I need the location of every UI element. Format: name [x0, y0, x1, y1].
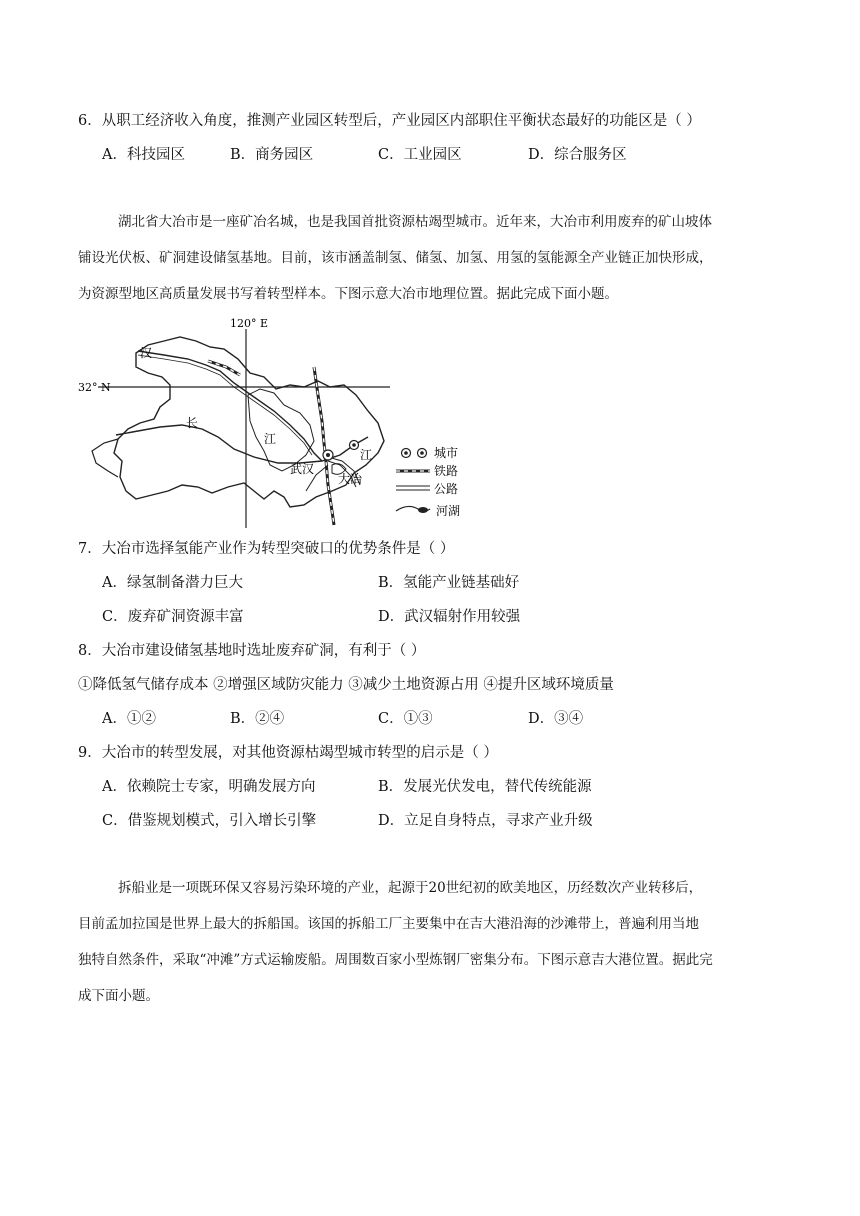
legend-highway-label: 公路: [434, 482, 459, 496]
question-6-stem: 6．从职工经济收入角度，推测产业园区转型后，产业园区内部职住平衡状态最好的功能区是（ ）: [78, 113, 701, 129]
label-jiang-west: 江: [264, 432, 277, 446]
label-han: 汉: [140, 346, 153, 360]
question-8-stem: 8．大冶市建设储氢基地时选址废弃矿洞，有利于（ ）: [78, 643, 426, 659]
railway-north-south: [314, 367, 334, 525]
q8-statements: ①降低氢气储存成本 ②增强区域防灾能力 ③减少土地资源占用 ④提升区域环境质量: [78, 677, 614, 693]
city-wuhan-marker: [323, 450, 333, 460]
intro1-line-2: 铺设光伏板、矿洞建设储氢基地。目前，该市涵盖制氢、储氢、加氢、用氢的氢能源全产业链正加快形成，: [78, 250, 713, 266]
question-9-stem: 9．大冶市的转型发展，对其他资源枯竭型城市转型的启示是（ ）: [78, 745, 498, 761]
map-legend: [396, 446, 460, 518]
q8-option-b: B．②④: [230, 711, 285, 727]
question-7-stem: 7．大冶市选择氢能产业作为转型突破口的优势条件是（ ）: [78, 541, 455, 557]
intro2-line-3: 独特自然条件，采取“冲滩”方式运输废船。周围数百家小型炼钢厂密集分布。下图示意吉大港位置。据此完: [78, 952, 713, 968]
legend-railway-label: 铁路: [434, 464, 459, 478]
latitude-label: 32° N: [78, 381, 111, 394]
region-boundary: [248, 389, 314, 471]
label-daye: 大冶: [338, 472, 363, 486]
q7-option-c: C．废弃矿洞资源丰富: [102, 609, 244, 625]
intro2-line-4: 成下面小题。: [78, 988, 159, 1004]
hubei-location-map: [78, 315, 508, 528]
legend-city-label: 城市: [434, 446, 459, 460]
legend-river-label: 河湖: [436, 504, 461, 518]
city-daye-marker: [350, 441, 359, 450]
q7-option-b: B．氢能产业链基础好: [378, 575, 520, 591]
q6-option-c: C．工业园区: [378, 147, 462, 163]
q7-option-a: A．绿氢制备潜力巨大: [102, 575, 243, 591]
q9-option-c: C．借鉴规划模式，引入增长引擎: [102, 813, 317, 829]
label-jiang-east: 江: [360, 448, 373, 462]
label-wuhan: 武汉: [290, 462, 315, 476]
west-outline: [92, 439, 118, 477]
q9-option-d: D．立足自身特点，寻求产业升级: [378, 813, 593, 829]
q8-option-a: A．①②: [102, 711, 156, 727]
intro1-line-3: 为资源型地区高质量发展书写着转型样本。下图示意大冶市地理位置。据此完成下面小题。: [78, 286, 618, 302]
legend-city-symbol: [402, 449, 427, 458]
q8-option-d: D．③④: [528, 711, 584, 727]
river-han-bank: [138, 355, 312, 455]
q9-option-b: B．发展光伏发电，替代传统能源: [378, 779, 592, 795]
label-chang: 长: [186, 416, 199, 430]
intro2-line-1: 拆船业是一项既环保又容易污染环境的产业，起源于20世纪初的欧美地区，历经数次产业转移后，: [118, 880, 703, 896]
q6-option-b: B．商务园区: [230, 147, 314, 163]
q6-option-d: D．综合服务区: [528, 147, 627, 163]
river-han: [138, 351, 322, 461]
intro2-line-2: 目前孟加拉国是世界上最大的拆船国。该国的拆船工厂主要集中在吉大港沿海的沙滩带上，普遍利用当地: [78, 916, 699, 932]
q6-option-a: A．科技园区: [102, 147, 185, 163]
q8-option-c: C．①③: [378, 711, 433, 727]
intro1-line-1: 湖北省大冶市是一座矿冶名城，也是我国首批资源枯竭型城市。近年来，大冶市利用废弃的矿山坡体: [118, 214, 712, 230]
longitude-label: 120° E: [230, 317, 269, 330]
q7-option-d: D．武汉辐射作用较强: [378, 609, 521, 625]
q9-option-a: A．依赖院士专家，明确发展方向: [102, 779, 316, 795]
